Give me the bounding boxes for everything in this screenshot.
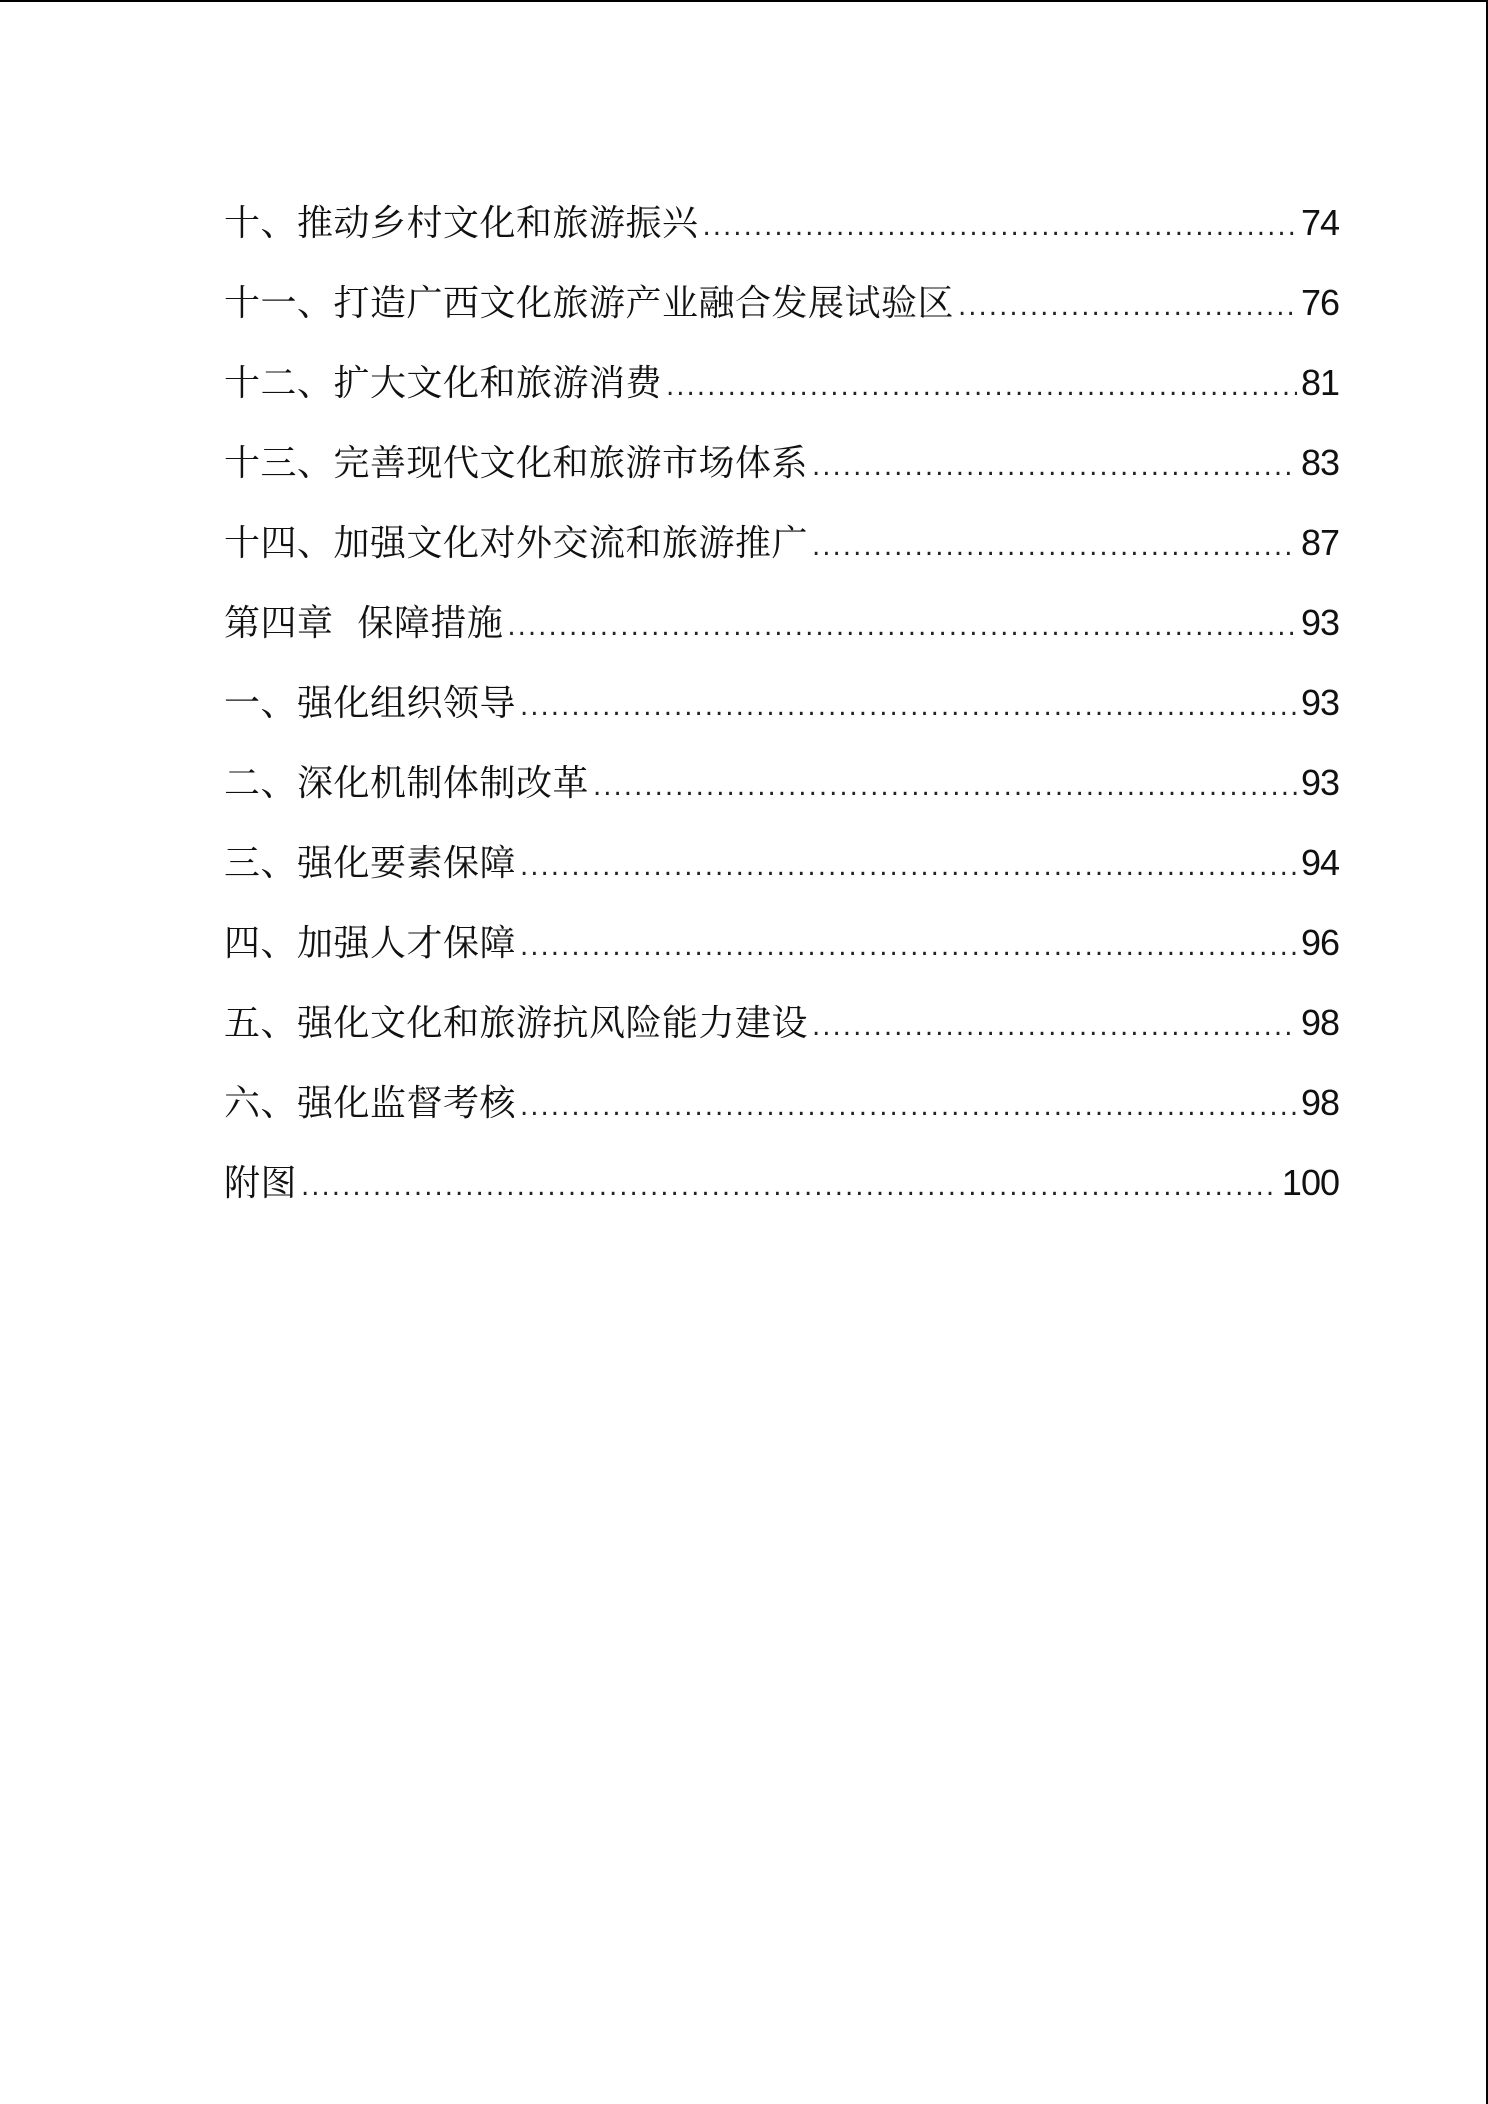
toc-page-number: 93 <box>1300 682 1339 723</box>
toc-entry-title: 十二、扩大文化和旅游消费 <box>224 363 663 404</box>
toc-entry[interactable] <box>224 272 1339 352</box>
toc-page-number: 94 <box>1300 842 1339 883</box>
toc-dot-leader <box>520 676 1297 738</box>
toc-entry-title: 二、深化机制体制改革 <box>224 763 590 804</box>
toc-dot-leader <box>703 196 1297 258</box>
toc-entry[interactable] <box>224 752 1339 832</box>
toc-entry-title: 一、强化组织领导 <box>224 683 517 724</box>
toc-entry[interactable] <box>224 352 1339 432</box>
toc-dot-leader <box>593 756 1297 818</box>
toc-dot-leader <box>812 516 1297 578</box>
toc-dot-leader <box>666 356 1297 418</box>
toc-dot-leader <box>812 996 1297 1058</box>
toc-page-number: 98 <box>1300 1082 1339 1123</box>
toc-entry[interactable] <box>224 512 1339 592</box>
toc-entry-title: 附图 <box>224 1163 298 1204</box>
toc-entry-title: 六、强化监督考核 <box>224 1083 517 1124</box>
toc-dot-leader <box>520 1076 1297 1138</box>
toc-page-number: 83 <box>1300 442 1339 483</box>
toc-page-number: 87 <box>1300 522 1339 563</box>
toc-page-number: 93 <box>1300 762 1339 803</box>
toc-dot-leader <box>301 1156 1278 1218</box>
table-of-contents <box>224 192 1339 1232</box>
toc-entry-title: 四、加强人才保障 <box>224 923 517 964</box>
toc-page-number: 74 <box>1300 202 1339 243</box>
toc-page-number: 98 <box>1300 1002 1339 1043</box>
toc-entry-title: 五、强化文化和旅游抗风险能力建设 <box>224 1003 809 1044</box>
toc-entry[interactable] <box>224 1152 1339 1232</box>
toc-entry[interactable] <box>224 672 1339 752</box>
toc-entry-title: 十三、完善现代文化和旅游市场体系 <box>224 443 809 484</box>
toc-entry-title: 第四章 保障措施 <box>224 603 504 644</box>
toc-dot-leader <box>507 596 1297 658</box>
toc-entry[interactable] <box>224 192 1339 272</box>
toc-dot-leader <box>958 276 1297 338</box>
toc-entry[interactable] <box>224 432 1339 512</box>
toc-entry[interactable] <box>224 832 1339 912</box>
toc-page-number: 76 <box>1300 282 1339 323</box>
toc-entry[interactable] <box>224 592 1339 672</box>
toc-dot-leader <box>520 916 1297 978</box>
toc-dot-leader <box>812 436 1297 498</box>
toc-dot-leader <box>520 836 1297 898</box>
toc-entry[interactable] <box>224 912 1339 992</box>
toc-page-number: 93 <box>1300 602 1339 643</box>
toc-entry[interactable] <box>224 992 1339 1072</box>
toc-page-number: 100 <box>1281 1162 1339 1203</box>
toc-entry[interactable] <box>224 1072 1339 1152</box>
toc-entry-title: 三、强化要素保障 <box>224 843 517 884</box>
toc-entry-title: 十、推动乡村文化和旅游振兴 <box>224 203 699 244</box>
toc-entry-title: 十一、打造广西文化旅游产业融合发展试验区 <box>224 283 955 324</box>
toc-page-number: 96 <box>1300 922 1339 963</box>
toc-entry-title: 十四、加强文化对外交流和旅游推广 <box>224 523 809 564</box>
toc-page-number: 81 <box>1300 362 1339 403</box>
